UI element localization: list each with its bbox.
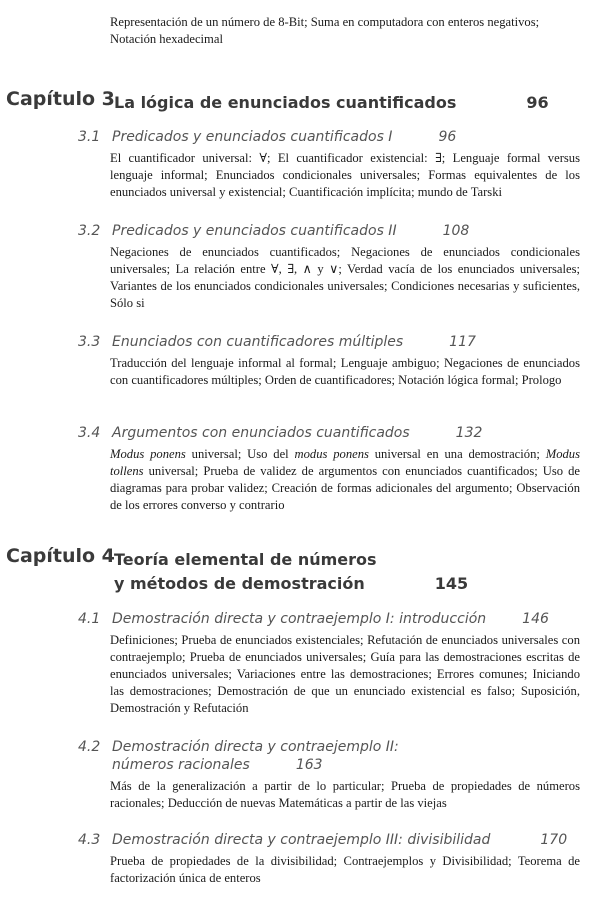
section-3-2[interactable]	[78, 222, 588, 312]
chapter-title-line: y métodos de demostración 145	[114, 574, 469, 593]
chapter-page: 96	[526, 93, 549, 112]
section-page: 146	[522, 611, 549, 627]
intro-paragraph: Representación de un número de 8-Bit; Suma en computadora con enteros negativos; Notación hexadecimal	[110, 15, 540, 46]
section-title: Argumentos con enunciados cuantificados	[112, 425, 410, 441]
section-4-3[interactable]	[78, 831, 588, 887]
section-number: 3.3	[78, 334, 101, 350]
section-summary: El cuantificador universal: ∀; El cuantificador existencial: ∃; Lenguaje formal versus lenguaje informal; Enunciados condicionales universales; Formas equivalentes de los enunciados universal y existencial; Cuantificación implícita; mundo de Tarski	[110, 151, 580, 199]
section-heading	[78, 610, 588, 628]
section-number: 3.1	[78, 129, 101, 145]
section-4-2[interactable]	[78, 738, 588, 812]
section-4-1[interactable]	[78, 610, 588, 717]
body-text: universal; Uso del	[185, 447, 295, 461]
section-heading	[78, 222, 588, 240]
section-page: 108	[442, 223, 470, 239]
section-summary	[110, 446, 580, 514]
chapter-title	[114, 91, 549, 115]
body-italic: Modus ponens	[110, 447, 186, 461]
section-title: Demostración directa y contraejemplo II:	[112, 739, 399, 755]
section-heading	[78, 831, 588, 849]
section-heading	[78, 128, 588, 146]
section-number: 3.4	[78, 425, 101, 441]
body-italic: Modus tollens	[110, 447, 580, 478]
section-heading	[78, 333, 588, 351]
chapter-title-line: Teoría elemental de números	[114, 550, 377, 569]
section-summary: Definiciones; Prueba de enunciados existenciales; Refutación de enunciados universales con contraejemplo; Prueba de enunciados universales; Guía para las demostraciones escritas de enunciados universales; Variaciones entre las demostraciones; Errores comunes; Iniciando las demostraciones; Demostración de que un enunciado existencial es falso; Suposición, Demostración y Refutación	[110, 633, 580, 715]
section-title: Demostración directa y contraejemplo III: divisibilidad	[112, 832, 491, 848]
section-page: 117	[449, 334, 476, 350]
section-summary: Más de la generalización a partir de lo particular; Prueba de propiedades de números racionales; Deducción de nuevas Matemáticas a partir de las viejas	[110, 779, 580, 810]
section-3-3[interactable]	[78, 333, 588, 389]
chapter-title	[114, 548, 468, 596]
body-text: universal; Prueba de validez de argumentos con enunciados cuantificados; Uso de diagramas para probar validez; Creación de formas adicionales del argumento; Observación de los errores converso y contrario	[110, 464, 580, 512]
section-number: 4.3	[78, 832, 101, 848]
body-text: universal en una demostración;	[368, 447, 546, 461]
section-title-line: números racionales 163	[112, 757, 323, 773]
section-number: 4.1	[78, 611, 101, 627]
chapter-page: 145	[434, 574, 469, 593]
section-3-1[interactable]	[78, 128, 588, 201]
section-number: 3.2	[78, 223, 101, 239]
chapter-label: Capítulo 4	[6, 545, 115, 567]
section-title: Predicados y enunciados cuantificados II	[112, 223, 397, 239]
section-page: 132	[455, 425, 483, 441]
section-title: Predicados y enunciados cuantificados I	[112, 129, 393, 145]
body-italic: modus ponens	[294, 447, 369, 461]
section-summary: Traducción del lenguaje informal al formal; Lenguaje ambiguo; Negaciones de enunciados con cuantificadores múltiples; Orden de cuantificadores; Notación lógica formal; Prologo	[110, 356, 580, 387]
chapter-title-line: La lógica de enunciados cuantificados 96	[114, 93, 549, 112]
section-title: Enunciados con cuantificadores múltiples	[112, 334, 404, 350]
section-summary: Negaciones de enunciados cuantificados; Negaciones de enunciados condicionales universales; La relación entre ∀, ∃, ∧ y ∨; Verdad vacía de los enunciados universales; Variantes de los enunciados condicionales universales; Condiciones necesarias y suficientes, Sólo si	[110, 245, 580, 310]
section-title: Demostración directa y contraejemplo I: introducción	[112, 611, 487, 627]
section-summary: Prueba de propiedades de la divisibilidad; Contraejemplos y Divisibilidad; Teorema de factorización única de enteros	[110, 854, 580, 885]
section-page: 170	[540, 832, 568, 848]
section-heading	[78, 424, 588, 442]
section-number: 4.2	[78, 739, 101, 755]
section-heading	[78, 738, 588, 774]
section-page: 163	[295, 757, 323, 773]
section-page: 96	[438, 129, 457, 145]
chapter-label: Capítulo 3	[6, 88, 115, 110]
section-3-4[interactable]	[78, 424, 588, 514]
